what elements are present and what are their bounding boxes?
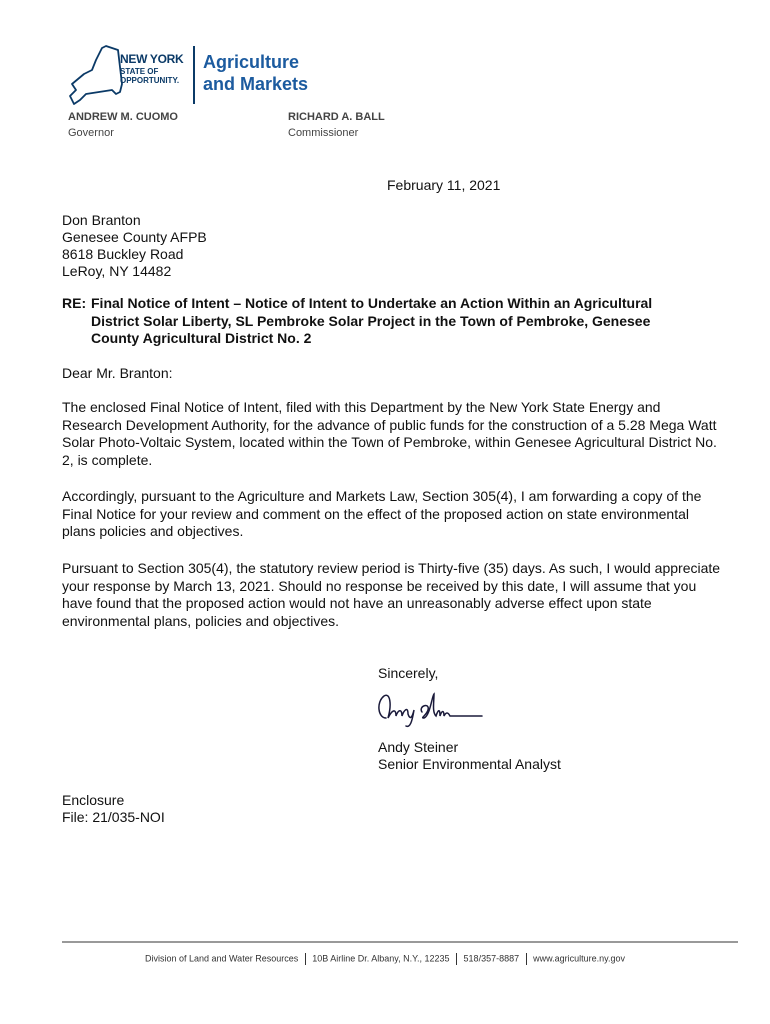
governor-name: ANDREW M. CUOMO <box>68 111 178 123</box>
re-line: District Solar Liberty, SL Pembroke Solar Project in the Town of Pembroke, Genesee <box>91 312 651 329</box>
signature-image <box>374 688 486 730</box>
footer <box>0 953 770 965</box>
footer-division: Division of Land and Water Resources <box>144 953 299 964</box>
letter-date: February 11, 2021 <box>387 177 501 193</box>
enclosure-label: Enclosure <box>62 792 125 808</box>
logo-opportunity: OPPORTUNITY. <box>120 76 180 85</box>
footer-website[interactable]: www.agriculture.ny.gov <box>533 953 626 964</box>
body-paragraph-3: Pursuant to Section 305(4), the statutory review period is Thirty-five (35) days. As such, I would appreciate your response by March 13, 2021. Should no response be received by this date, I will assume that you have found that the proposed action would not have an unreasonably adverse effect upon state environmental plans, policies and objectives. <box>62 560 721 629</box>
logo-divider <box>193 46 195 104</box>
recipient-line: LeRoy, NY 14482 <box>62 263 172 279</box>
footer-phone: 518/357-8887 <box>463 953 520 964</box>
body-paragraph-1: The enclosed Final Notice of Intent, filed with this Department by the New York State Energy and Research Development Authority, for the advance of public funds for the construction of a 5.28 Mega Watt Solar Photo-Voltaic System, located within the Town of Pembroke, within Genesee Agricultural District No. 2, is complete. <box>62 399 717 468</box>
re-line: Final Notice of Intent – Notice of Intent to Undertake an Action Within an Agricultural <box>91 295 653 311</box>
body-paragraph-2: Accordingly, pursuant to the Agriculture and Markets Law, Section 305(4), I am forwarding a copy of the Final Notice for your review and comment on the effect of the proposed action on state environmental plans policies and objectives. <box>62 488 702 539</box>
footer-rule <box>62 941 738 943</box>
signer-name: Andy Steiner <box>378 739 459 755</box>
logo-agency-line2: and Markets <box>203 74 309 94</box>
closing: Sincerely, <box>378 665 439 681</box>
re-line: County Agricultural District No. 2 <box>91 330 312 346</box>
governor-title: Governor <box>68 127 114 139</box>
commissioner-title: Commissioner <box>288 127 359 139</box>
logo-agency-line1: Agriculture <box>203 52 300 72</box>
signer-title: Senior Environmental Analyst <box>378 756 561 772</box>
footer-separator <box>526 953 527 965</box>
re-label: RE: <box>62 295 87 311</box>
ny-state-map-icon <box>66 44 126 106</box>
footer-separator <box>305 953 306 965</box>
recipient-address <box>62 212 207 280</box>
recipient-line: Genesee County AFPB <box>62 229 207 245</box>
recipient-line: Don Branton <box>62 212 141 228</box>
file-reference: File: 21/035-NOI <box>62 809 165 825</box>
logo-state-of: STATE OF <box>120 67 159 76</box>
logo-new-york: NEW YORK <box>120 52 184 66</box>
footer-address: 10B Airline Dr. Albany, N.Y., 12235 <box>312 953 450 964</box>
re-subject <box>91 295 731 348</box>
recipient-line: 8618 Buckley Road <box>62 246 184 262</box>
footer-separator <box>456 953 457 965</box>
salutation: Dear Mr. Branton: <box>62 365 173 381</box>
commissioner-name: RICHARD A. BALL <box>288 111 385 123</box>
